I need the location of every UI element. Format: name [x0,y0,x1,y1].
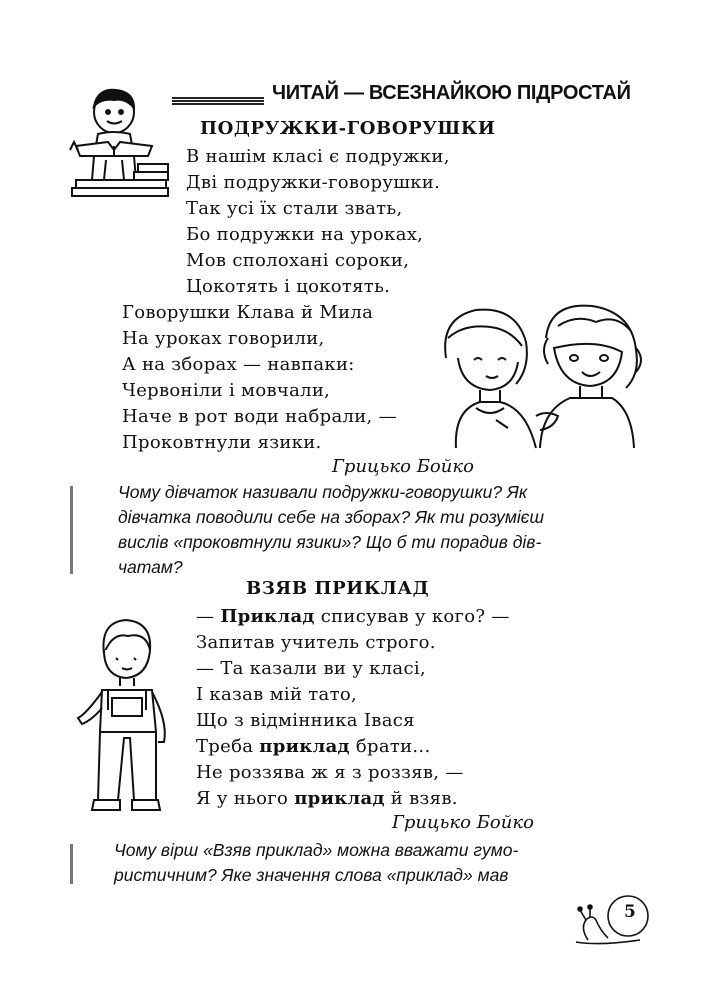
line-text: Що з відмінника Івася [196,710,415,731]
poem-line: Червоніли і мовчали, [122,380,331,401]
highlighted-word: Приклад [220,606,315,627]
question-line: Чому дівчаток називали подружки-говорушки? Як [118,482,528,502]
line-text: Я у нього [196,788,295,809]
poem-line [196,658,426,679]
line-text: І казав мій тато, [196,684,358,705]
poem-line: Говорушки Клава й Мила [122,302,374,323]
line-text: брати... [349,736,431,757]
page-number: 5 [624,902,636,922]
question-line: дівчатка поводили себе на зборах? Як ти розумієш [118,507,545,527]
poem-line [196,684,357,705]
section-header: ЧИТАЙ — ВСЕЗНАЙКОЮ ПІДРОСТАЙ [272,82,631,104]
question-line: чатам? [118,557,183,577]
line-text: — [196,606,221,627]
poem-line: Бо подружки на уроках, [186,224,424,245]
question-line: вислів «проковтнули язики»? Що б ти порадив дів- [118,532,542,552]
line-text: — Та казали ви у класі, [196,658,426,679]
poem-line: А на зборах — навпаки: [122,354,355,375]
poem-line: Так усі їх стали звать, [186,198,403,219]
poem-line [196,632,436,653]
poem-line [196,788,458,809]
boy-standing-illustration [72,614,176,818]
poem-line: Наче в рот води набрали, — [122,406,397,427]
boy-reading-illustration [68,84,173,202]
poem-line [196,710,415,731]
poem-line: На уроках говорили, [122,328,325,349]
line-text: списував у кого? — [314,606,510,627]
line-text: Треба [196,736,260,757]
snail-icon [570,890,650,948]
header-rule [172,97,264,106]
highlighted-word: приклад [294,788,385,809]
poem-line: Цокотять і цокотять. [186,276,391,297]
highlighted-word: приклад [259,736,350,757]
line-text: Не роззява ж я з роззяв, — [196,762,464,783]
poem-line [196,606,510,627]
line-text: Запитав учитель строго. [196,632,436,653]
question-bar [70,844,73,884]
two-girls-illustration [436,298,646,450]
poem-title: ВЗЯВ ПРИКЛАД [246,578,430,599]
poem-line: Проковтнули язики. [122,432,322,453]
poem-line [196,762,464,783]
question-line: Чому вірш «Взяв приклад» можна вважати гумо- [114,840,519,860]
poem-line: Мов сполохані сороки, [186,250,410,271]
poem-author: Грицько Бойко [332,456,474,477]
poem-line [196,736,430,757]
poem-line: В нашім класі є подружки, [186,146,450,167]
question-line: ристичним? Яке значення слова «приклад» мав [114,865,509,885]
poem-title: ПОДРУЖКИ-ГОВОРУШКИ [200,118,496,139]
line-text: й взяв. [384,788,458,809]
poem-author: Грицько Бойко [392,812,534,833]
question-bar [70,486,73,574]
poem-line: Дві подружки-говорушки. [186,172,441,193]
